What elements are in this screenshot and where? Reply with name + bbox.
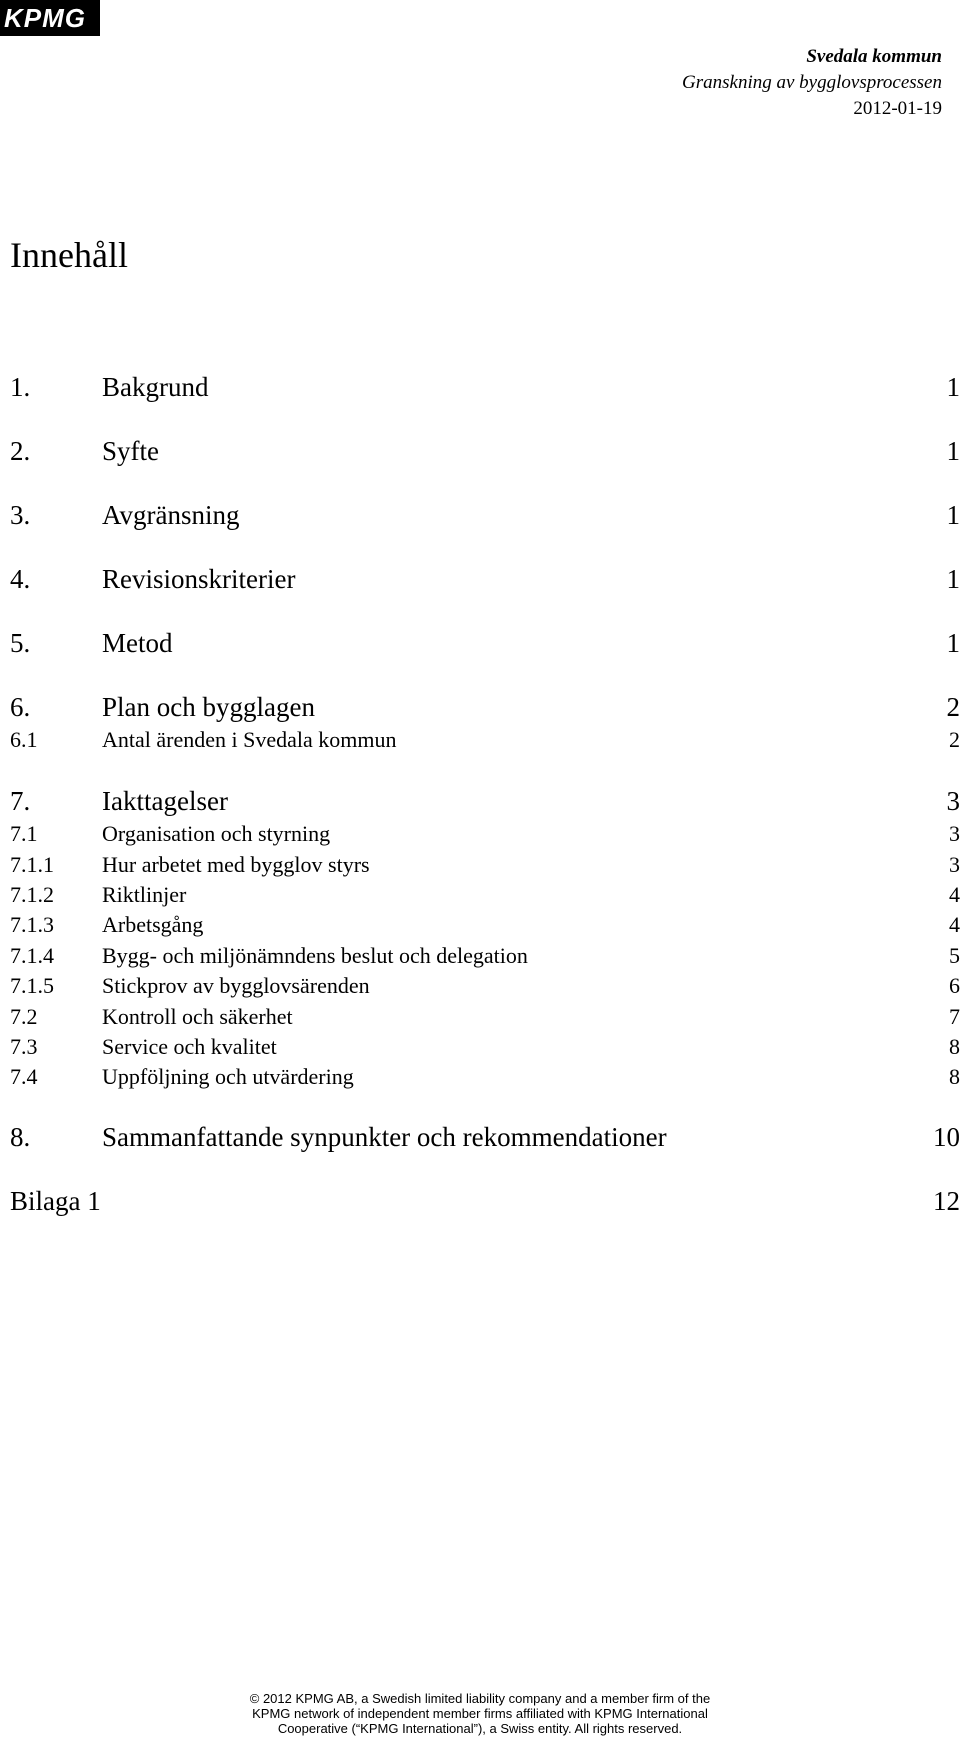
toc-entry[interactable] [10, 972, 960, 1004]
toc-entry-number: 6. [10, 692, 31, 722]
logo-text: KPMG [4, 3, 86, 33]
toc-entry[interactable] [10, 1121, 960, 1153]
toc-entry-page: 1 [946, 436, 960, 466]
toc-entry-title: Revisionskriterier [102, 564, 296, 594]
toc-entry-number: 7.3 [10, 1034, 38, 1059]
toc-entry-page: 3 [949, 821, 960, 846]
toc-entry-page: 12 [933, 1186, 960, 1216]
toc-entry-page: 6 [949, 973, 960, 998]
toc-entry[interactable] [10, 627, 960, 659]
toc-entry[interactable] [10, 435, 960, 467]
toc-entry[interactable] [10, 1003, 960, 1035]
toc-entry[interactable] [10, 820, 960, 852]
toc-entry-number: 7. [10, 786, 31, 816]
toc-entry-number: 7.1.2 [10, 882, 54, 907]
toc-title: Innehåll [10, 235, 128, 275]
toc-entry-number: 5. [10, 628, 31, 658]
header-date: 2012-01-19 [853, 98, 942, 119]
toc-entry-title: Organisation och styrning [102, 821, 331, 846]
toc-entry-number: 7.1 [10, 821, 38, 846]
toc-entry-number: 7.1.3 [10, 912, 54, 937]
toc-entry-page: 1 [946, 564, 960, 594]
toc-entry-number: Bilaga 1 [10, 1186, 101, 1216]
toc-entry-title: Bakgrund [102, 372, 209, 402]
toc-entry-page: 1 [946, 628, 960, 658]
toc-entry-title: Antal ärenden i Svedala kommun [102, 727, 397, 752]
toc-entry-title: Iakttagelser [102, 786, 228, 816]
footer-line: © 2012 KPMG AB, a Swedish limited liability company and a member firm of the [249, 1691, 711, 1706]
toc-entry-title: Avgränsning [102, 500, 240, 530]
toc-entry-number: 7.1.1 [10, 852, 54, 877]
toc-entry[interactable] [10, 785, 960, 817]
toc-entry-title: Arbetsgång [102, 912, 204, 937]
toc-entry-title: Syfte [102, 436, 159, 466]
toc-entry[interactable] [10, 691, 960, 723]
toc-entry-title: Sammanfattande synpunkter och rekommendationer [102, 1122, 667, 1152]
toc-entry-page: 7 [949, 1004, 960, 1029]
toc-entry-page: 1 [946, 372, 960, 402]
toc-entry-number: 7.4 [10, 1064, 38, 1089]
toc-entry-number: 7.1.4 [10, 943, 54, 968]
header-subject: Granskning av bygglovsprocessen [682, 72, 942, 93]
toc-entry[interactable] [10, 563, 960, 595]
toc-entry-title: Stickprov av bygglovsärenden [102, 973, 370, 998]
footer-line: Cooperative (“KPMG International”), a Swiss entity. All rights reserved. [277, 1721, 683, 1736]
toc-entry[interactable] [10, 371, 960, 403]
toc-entry[interactable] [10, 726, 960, 758]
toc-entry-page: 4 [949, 912, 960, 937]
toc-entry-number: 8. [10, 1122, 31, 1152]
toc-entry-page: 2 [946, 692, 960, 722]
toc-entry[interactable] [10, 499, 960, 531]
toc-entry-title: Riktlinjer [102, 882, 187, 907]
toc-entry[interactable] [10, 1063, 960, 1095]
toc-entry-page: 1 [946, 500, 960, 530]
toc-entry-page: 5 [949, 943, 960, 968]
toc-entry-page: 10 [933, 1122, 960, 1152]
toc-entry-number: 2. [10, 436, 31, 466]
toc-entry-page: 4 [949, 882, 960, 907]
toc-entry-number: 6.1 [10, 727, 38, 752]
toc-entry[interactable] [10, 851, 960, 883]
toc-entry-number: 3. [10, 500, 31, 530]
toc-entry-title: Hur arbetet med bygglov styrs [102, 852, 370, 877]
toc-entry-number: 4. [10, 564, 31, 594]
toc-entry-page: 3 [946, 786, 960, 816]
header-organization: Svedala kommun [806, 46, 942, 67]
toc-entry-title: Uppföljning och utvärdering [102, 1064, 354, 1089]
toc-entry-page: 2 [949, 727, 960, 752]
toc-entry[interactable] [10, 881, 960, 913]
toc-entry[interactable] [10, 942, 960, 974]
toc-entry-appendix[interactable] [10, 1185, 960, 1217]
copyright-footer [175, 1691, 785, 1736]
kpmg-logo [0, 0, 100, 36]
toc-entry[interactable] [10, 911, 960, 943]
document-header [682, 44, 942, 122]
toc-entry[interactable] [10, 1033, 960, 1065]
toc-entry-title: Bygg- och miljönämndens beslut och delegation [102, 943, 528, 968]
toc-entry-title: Kontroll och säkerhet [102, 1004, 293, 1029]
toc-entry-title: Plan och bygglagen [102, 692, 315, 722]
footer-line: KPMG network of independent member firms affiliated with KPMG International [252, 1706, 708, 1721]
toc-entry-number: 7.1.5 [10, 973, 54, 998]
toc-entry-title: Metod [102, 628, 173, 658]
toc-entry-page: 8 [949, 1034, 960, 1059]
toc-entry-page: 3 [949, 852, 960, 877]
toc-entry-title: Service och kvalitet [102, 1034, 277, 1059]
toc-entry-page: 8 [949, 1064, 960, 1089]
toc-entry-number: 7.2 [10, 1004, 38, 1029]
toc-entry-number: 1. [10, 372, 31, 402]
